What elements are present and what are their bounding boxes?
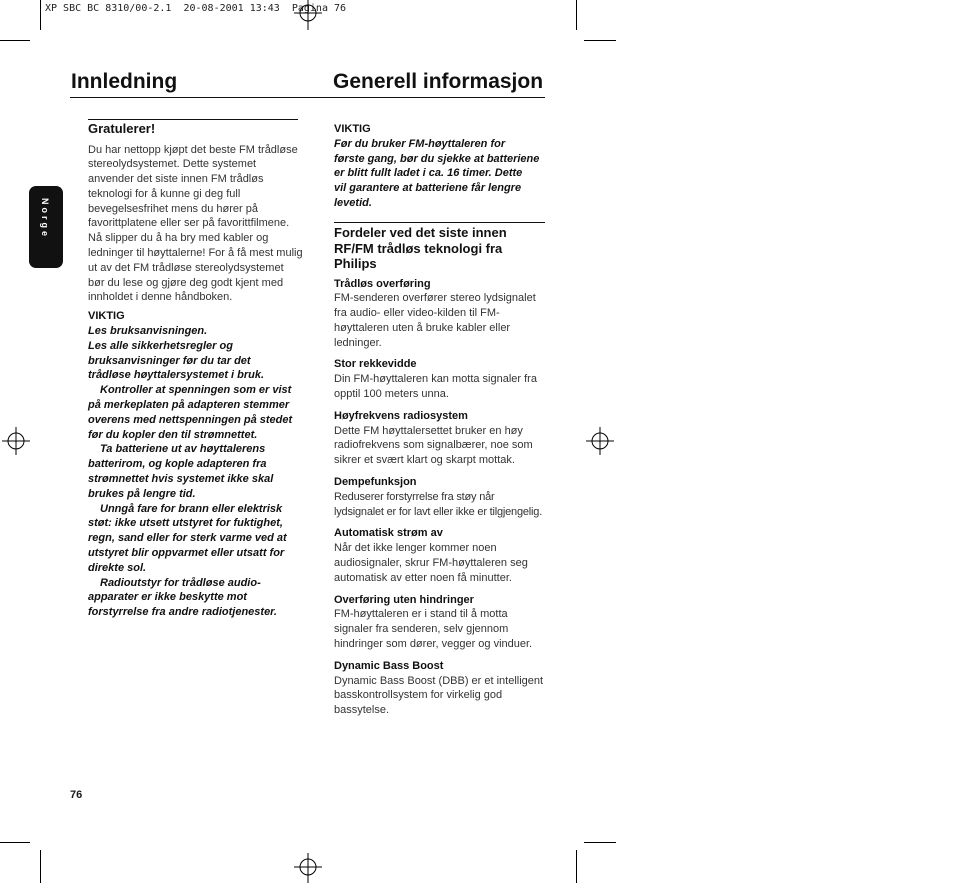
registration-mark-icon: [290, 0, 326, 36]
page-number: 76: [70, 789, 83, 801]
page-title-left: Innledning: [71, 70, 178, 93]
feature-title: Høyfrekvens radiosystem: [334, 409, 468, 422]
feature-title: Dynamic Bass Boost: [334, 659, 444, 672]
feature-title: Overføring uten hindringer: [334, 593, 474, 606]
feature-text: Dynamic Bass Boost (DBB) er et intelligent basskontrollsystem for virkelig god bassytelse.: [334, 674, 544, 717]
feature-text: Reduserer forstyrrelse fra støy når lydsignalet er for lavt eller ikke er tilgjengelig.: [334, 490, 543, 518]
viktig-label: VIKTIG: [88, 310, 125, 323]
crop-mark: [584, 40, 616, 41]
intro-paragraph: Du har nettopp kjøpt det beste FM trådløse stereolydsystemet. Dette systemet anvender det siste innen FM trådløs teknologi for å kunne gi deg full bevegelsesfrihet mens du hører på favorittplatene eller ser på favorittfilmene. Nå slipper du å ha bry med kabler og ledninger til høyttalerne! For å få mest mulig ut av det FM trådløse stereolydsystemet bør du lese og gjøre deg godt kjent med innholdet i denne håndboken.: [88, 143, 303, 304]
warning-item: Les bruksanvisningen. Les alle sikkerhetsregler og bruksanvisninger før du tar det trådløse høyttalersystemet i bruk.: [88, 325, 265, 382]
feature-title: Stor rekkevidde: [334, 358, 417, 371]
crop-mark: [584, 842, 616, 843]
print-slug: XP SBC BC 8310/00-2.1 20-08-2001 13:43 Pagina 76: [45, 3, 347, 14]
features-section: [334, 225, 549, 718]
language-tab: [29, 186, 63, 268]
section-rule: [334, 222, 545, 223]
registration-mark-icon: [290, 850, 326, 883]
crop-mark: [0, 842, 30, 843]
language-tab-label: Norge: [40, 198, 50, 240]
section-heading: Fordeler ved det siste innen RF/FM trådløs teknologi fra Philips: [334, 225, 507, 271]
section-heading: Gratulerer!: [88, 121, 156, 136]
section-rule: [88, 119, 298, 120]
feature-text: FM-senderen overfører stereo lydsignalet fra audio- eller video-kilden til FM- høyttaleren uten å bruke kabler eller ledninger.: [334, 292, 536, 349]
title-rule: [70, 97, 545, 98]
feature-title: Trådløs overføring: [334, 277, 431, 290]
feature-text: Dette FM høyttalersettet bruker en høy radiofrekvens som signalbærer, noe som sikrer et svært klart og skarpt mottak.: [334, 424, 533, 467]
registration-mark-icon: [584, 424, 618, 458]
crop-mark: [576, 0, 577, 30]
warning-item: Kontroller at spenningen som er vist på merkeplaten på adapteren stemmer overens med nettspenningen på stedet før du kopler den til strømnettet.: [88, 384, 293, 441]
warning-item: Unngå fare for brann eller elektrisk støt: ikke utsett utstyret for fuktighet, regn, sand eller for sterk varme ved at utstyret blir oppvarmet eller utsatt for direkte sol.: [88, 502, 287, 574]
feature-title: Dempefunksjon: [334, 476, 417, 489]
crop-mark: [576, 850, 577, 883]
crop-mark: [40, 0, 41, 30]
registration-mark-icon: [0, 424, 34, 458]
right-column: [334, 122, 549, 211]
crop-mark: [0, 40, 30, 41]
feature-text: Når det ikke lenger kommer noen audiosignaler, skrur FM-høyttaleren seg automatisk av etter noen få minutter.: [334, 542, 528, 584]
viktig-note: Før du bruker FM-høyttaleren for første gang, bør du sjekke at batteriene er blitt fullt ladet i ca. 16 timer. Dette vil garantere at batteriene får lengre levetid.: [334, 137, 540, 209]
warning-item: Radioutstyr for trådløse audio- apparater er ikke beskytte mot forstyrrelse fra andre radiotjenester.: [88, 576, 277, 619]
page-title-right: Generell informasjon: [333, 70, 544, 93]
warning-item: Ta batteriene ut av høyttalerens batterirom, og kople adapteren fra strømnettet hvis systemet ikke skal brukes på lengre tid.: [88, 443, 274, 500]
feature-text: FM-høyttaleren er i stand til å motta signaler fra senderen, selv gjennom hindringer som dører, vegger og vinduer.: [334, 608, 533, 651]
feature-title: Automatisk strøm av: [334, 527, 443, 540]
left-column: [88, 121, 303, 620]
viktig-label: VIKTIG: [334, 123, 371, 135]
crop-mark: [40, 850, 41, 883]
feature-text: Din FM-høyttaleren kan motta signaler fra opptil 100 meters unna.: [334, 373, 537, 401]
